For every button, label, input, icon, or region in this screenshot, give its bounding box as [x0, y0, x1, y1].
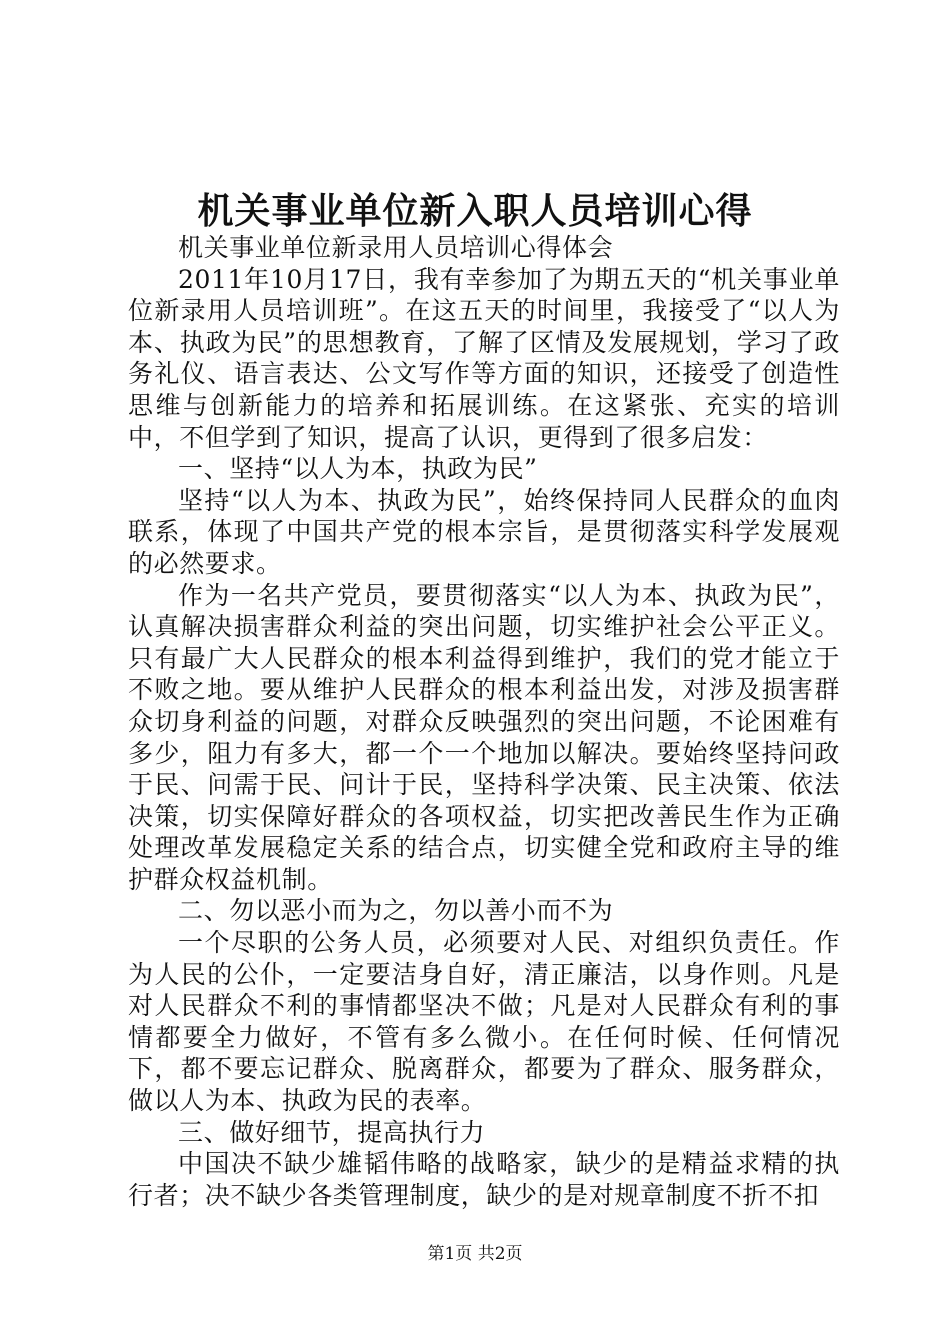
- body-paragraph: 中国决不缺少雄韬伟略的战略家，缺少的是精益求精的执行者；决不缺少各类管理制度，缺少的是对规章制度不折不扣: [128, 1149, 840, 1210]
- document-body: [128, 232, 840, 1211]
- page-footer: 第1页 共2页: [427, 1244, 523, 1264]
- body-paragraph: 一个尽职的公务人员，必须要对人民、对组织负责任。作为人民的公仆，一定要洁身自好，清正廉洁，以身作则。凡是对人民群众不利的事情都坚决不做；凡是对人民群众有利的事情都要全力做好，不管有多么微小。在任何时候、任何情况下，都不要忘记群众、脱离群众，都要为了群众、服务群众，做以人为本、执政为民的表率。: [128, 928, 840, 1116]
- section-heading: 三、做好细节，提高执行力: [178, 1117, 486, 1147]
- body-paragraph: 坚持“以人为本、执政为民”，始终保持同人民群众的血肉联系，体现了中国共产党的根本宗旨，是贯彻落实科学发展观的必然要求。: [128, 485, 840, 578]
- body-paragraph: 作为一名共产党员，要贯彻落实“以人为本、执政为民”，认真解决损害群众利益的突出问题，切实维护社会公平正义。只有最广大人民群众的根本利益得到维护，我们的党才能立于不败之地。要从维护人民群众的根本利益出发，对涉及损害群众切身利益的问题，对群众反映强烈的突出问题，不论困难有多少，阻力有多大，都一个一个地加以解决。要始终坚持问政于民、问需于民、问计于民，坚持科学决策、民主决策、依法决策，切实保障好群众的各项权益，切实把改善民生作为正确处理改革发展稳定关系的结合点，切实健全党和政府主导的维护群众权益机制。: [128, 580, 840, 894]
- section-heading: 一、坚持“以人为本，执政为民”: [178, 454, 538, 484]
- subtitle-paragraph: 机关事业单位新录用人员培训心得体会: [178, 233, 614, 262]
- body-paragraph: 2011年10月17日，我有幸参加了为期五天的“机关事业单位新录用人员培训班”。在这五天的时间里，我接受了“以人为本、执政为民”的思想教育，了解了区情及发展规划，学习了政务礼仪、语言表达、公文写作等方面的知识，还接受了创造性思维与创新能力的培养和拓展训练。在这紧张、充实的培训中，不但学到了知识，提高了认识，更得到了很多启发：: [128, 264, 840, 452]
- section-heading: 二、勿以恶小而为之，勿以善小而不为: [178, 896, 614, 926]
- document-title: 机关事业单位新入职人员培训心得: [197, 190, 753, 232]
